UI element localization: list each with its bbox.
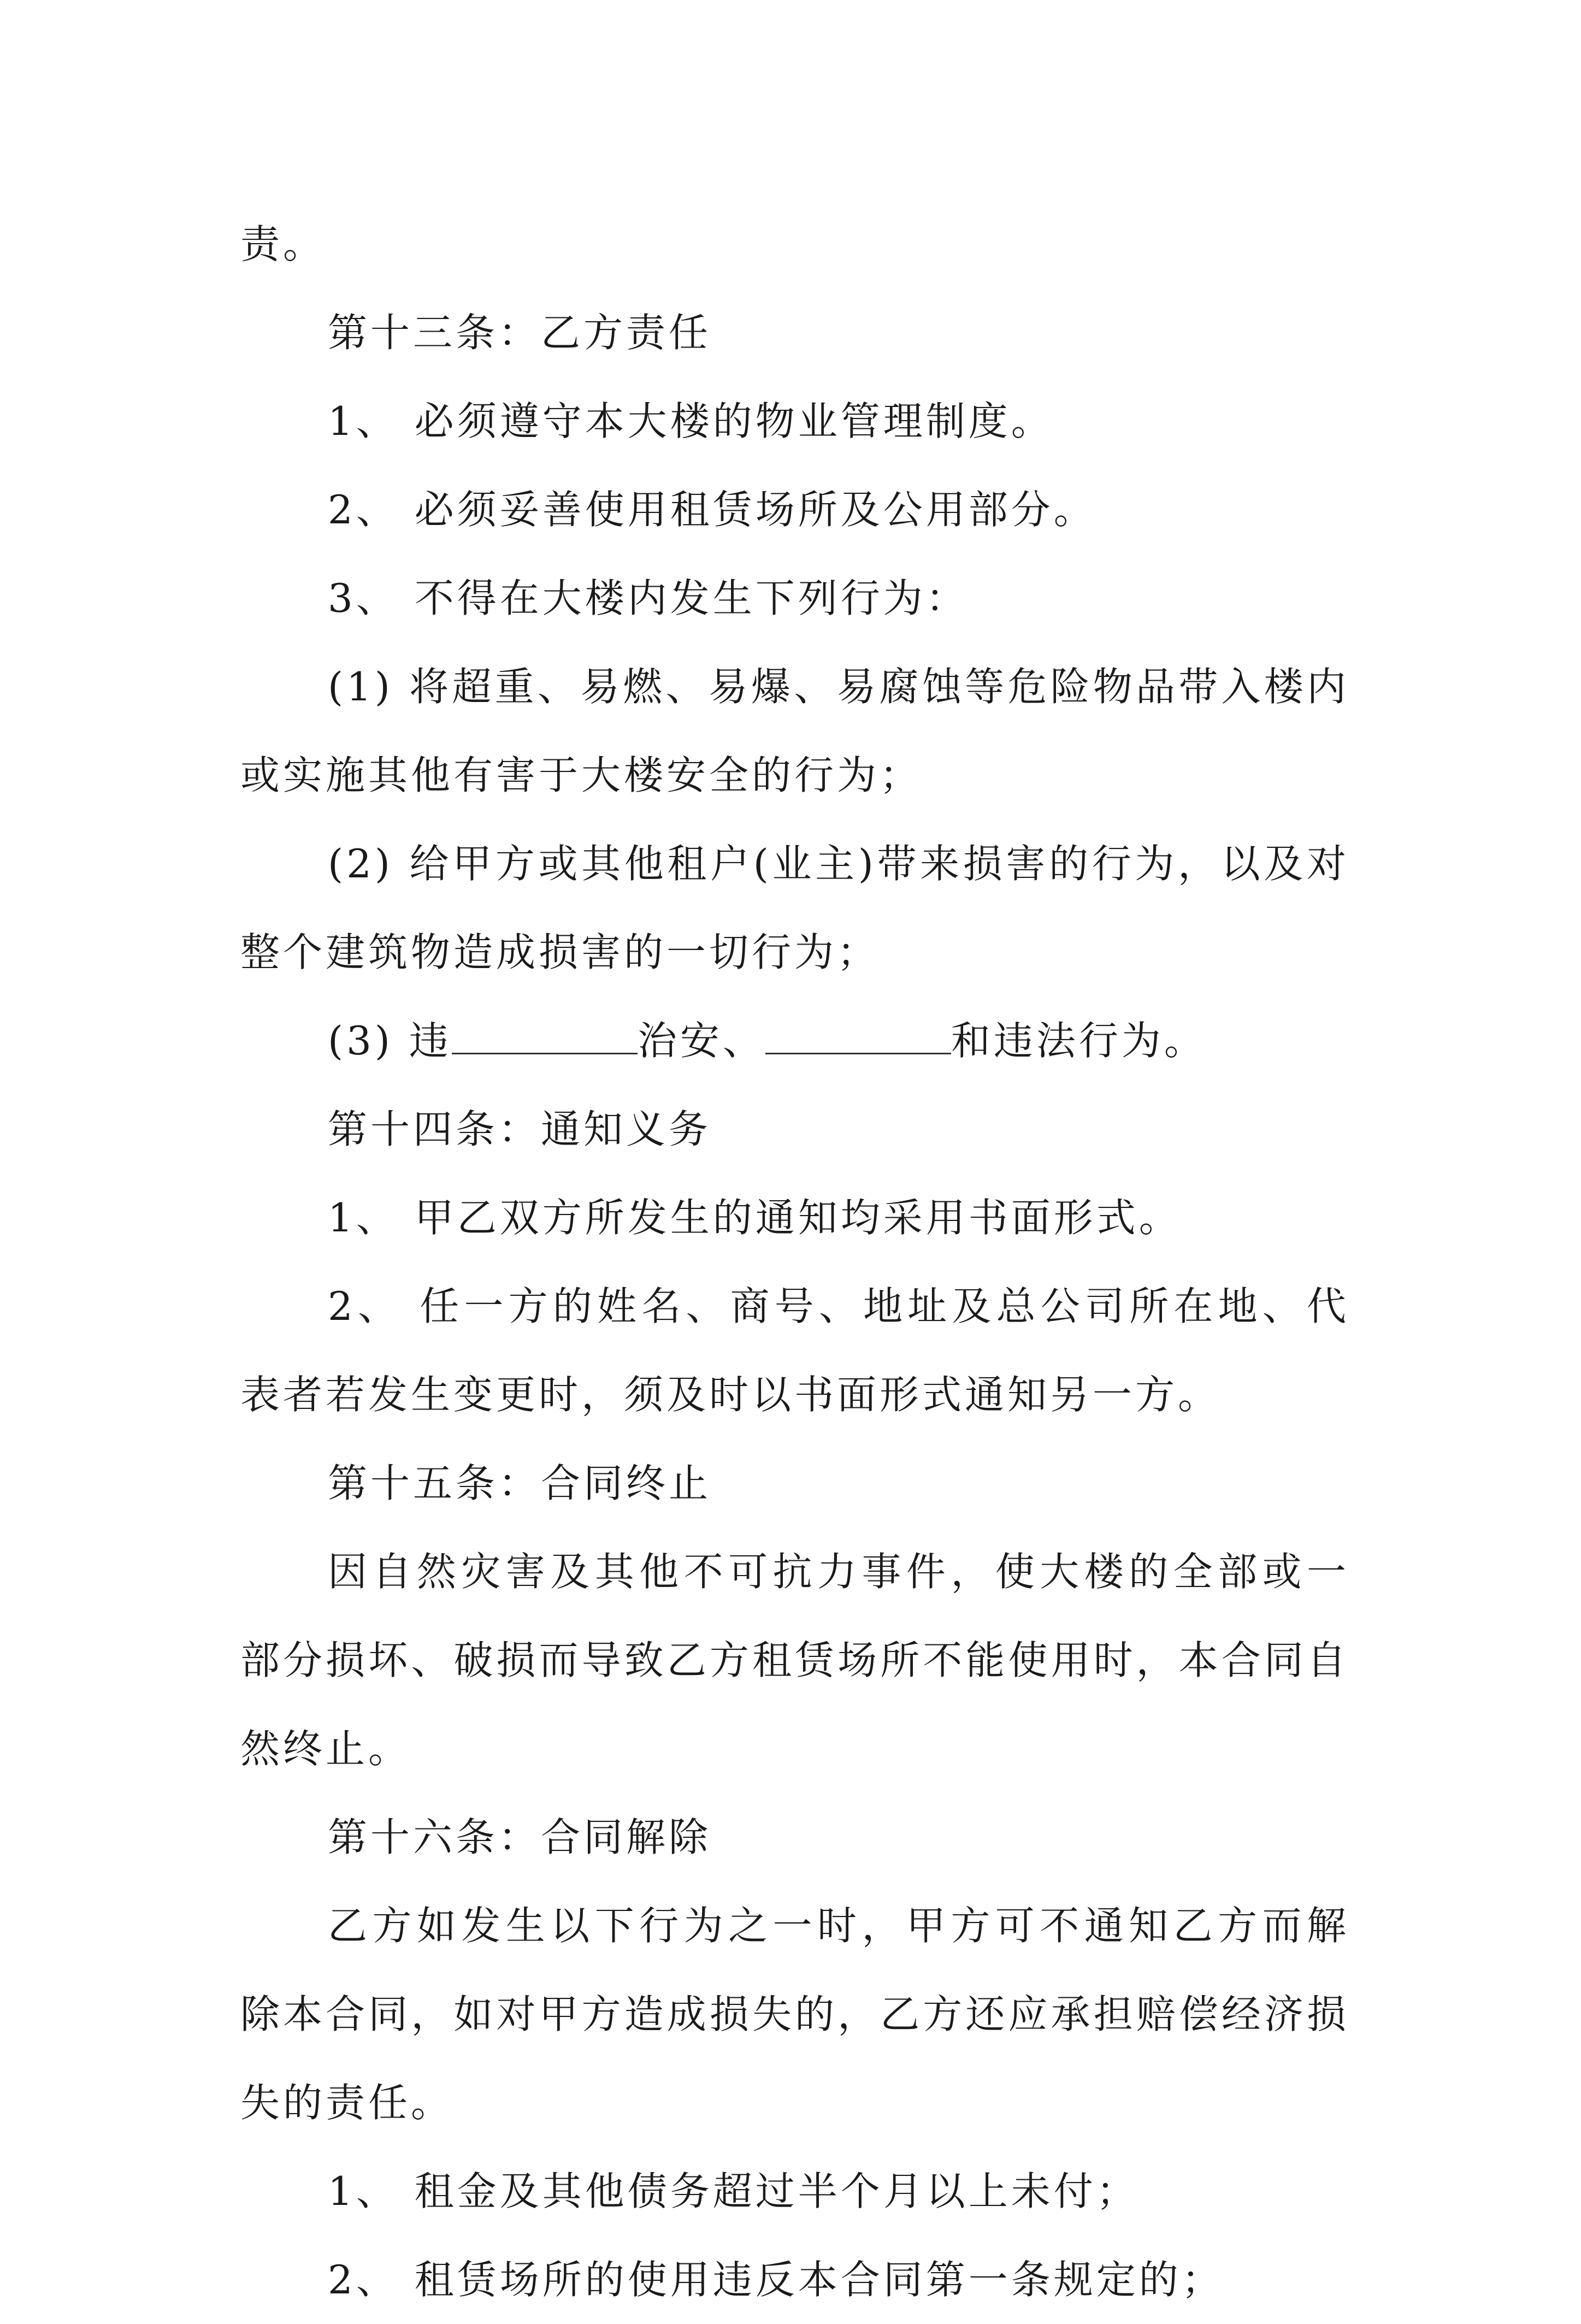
article-13-item-2: 2、 必须妥善使用租赁场所及公用部分。 — [328, 487, 1096, 533]
paragraph-continuation: 责。 — [240, 221, 326, 267]
subitem-3-text-a: (3) 违 — [328, 1018, 452, 1064]
article-14-item-1: 1、 甲乙双方所发生的通知均采用书面形式。 — [328, 1195, 1182, 1241]
fill-in-blank-1[interactable] — [452, 1020, 638, 1054]
article-16-heading: 第十六条：合同解除 — [328, 1814, 712, 1860]
article-13-subitem-1: (1) 将超重、易燃、易爆、易腐蚀等危险物品带入楼内或实施其他有害于大楼安全的行为； — [240, 664, 1349, 798]
article-13-item-3: 3、 不得在大楼内发生下列行为： — [328, 575, 969, 621]
article-13-subitem-2: (2) 给甲方或其他租户(业主)带来损害的行为，以及对整个建筑物造成损害的一切行为； — [240, 841, 1349, 975]
article-15-heading: 第十五条：合同终止 — [328, 1460, 712, 1506]
article-16-item-1: 1、 租金及其他债务超过半个月以上未付； — [328, 2168, 1139, 2214]
article-13-subitem-3 — [240, 996, 1349, 1085]
fill-in-blank-2[interactable] — [765, 1020, 951, 1054]
article-14-heading: 第十四条：通知义务 — [328, 1106, 712, 1152]
article-13-item-1: 1、 必须遵守本大楼的物业管理制度。 — [328, 398, 1054, 444]
article-16-item-2: 2、 租赁场所的使用违反本合同第一条规定的； — [328, 2257, 1224, 2303]
subitem-3-text-b: 治安、 — [637, 1018, 765, 1064]
article-14-item-2: 2、 任一方的姓名、商号、地址及总公司所在地、代表者若发生变更时，须及时以书面形式通知另一方。 — [240, 1283, 1349, 1418]
article-15-body: 因自然灾害及其他不可抗力事件，使大楼的全部或一部分损坏、破损而导致乙方租赁场所不能使用时，本合同自然终止。 — [240, 1549, 1349, 1772]
subitem-3-text-c: 和违法行为。 — [951, 1018, 1207, 1064]
document-body — [240, 200, 1349, 2324]
article-13-heading: 第十三条：乙方责任 — [328, 310, 712, 356]
article-16-body: 乙方如发生以下行为之一时，甲方可不通知乙方而解除本合同，如对甲方造成损失的，乙方还应承担赔偿经济损失的责任。 — [240, 1903, 1349, 2126]
